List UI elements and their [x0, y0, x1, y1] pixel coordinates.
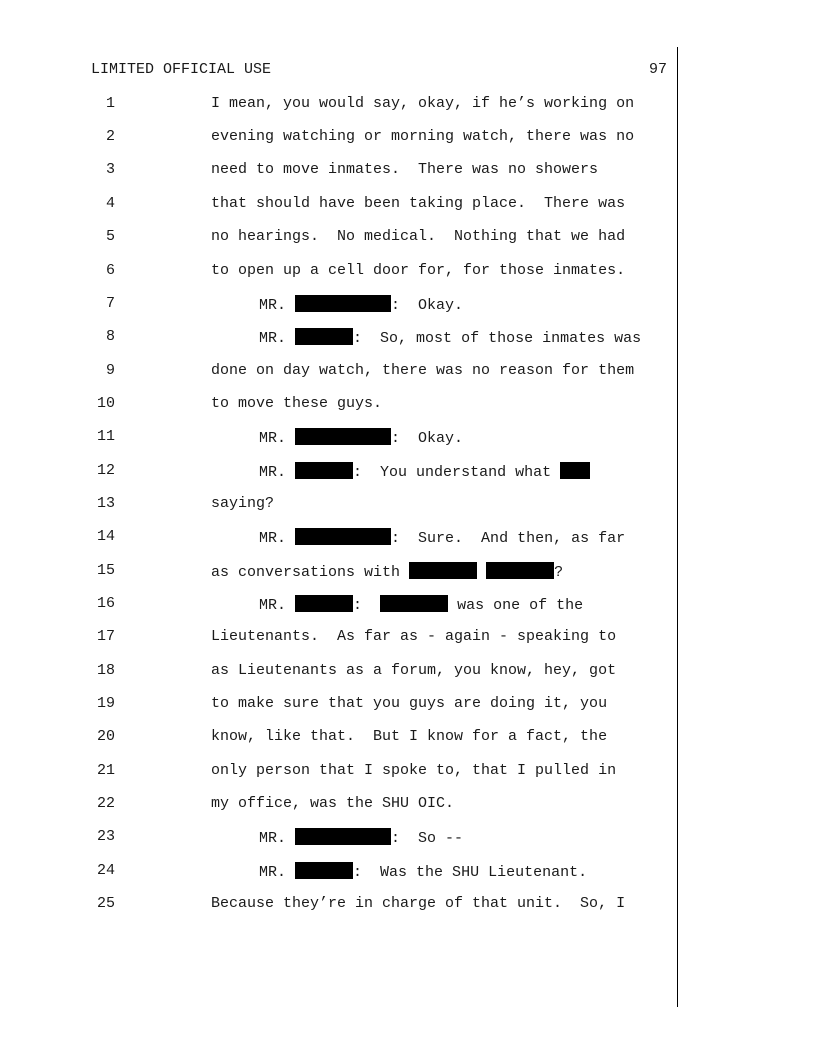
speaker-title: MR.	[259, 530, 287, 547]
speaker-title: MR.	[259, 864, 287, 881]
transcript-line	[0, 462, 676, 482]
transcript-line	[0, 662, 676, 682]
line-text: Sure. And then, as far	[400, 530, 626, 547]
line-number: 8	[105, 328, 115, 345]
line-number: 22	[96, 795, 115, 812]
line-number: 21	[96, 762, 115, 779]
line-text: as Lieutenants as a forum, you know, hey, got	[211, 662, 617, 679]
speaker-line	[259, 328, 641, 347]
speaker-colon: :	[353, 330, 363, 347]
line-number: 9	[105, 362, 115, 379]
transcript-line	[0, 128, 676, 148]
speaker-line	[259, 528, 625, 547]
speaker-title: MR.	[259, 464, 287, 481]
line-text: So, most of those inmates was	[362, 330, 642, 347]
right-margin-rule	[677, 47, 678, 1007]
line-text: as conversations with	[211, 564, 401, 581]
line-text: Was the SHU Lieutenant.	[362, 864, 588, 881]
line-number: 6	[105, 262, 115, 279]
speaker-colon: :	[353, 464, 363, 481]
line-number: 12	[96, 462, 115, 479]
transcript-line	[0, 695, 676, 715]
transcript-line	[0, 895, 676, 915]
line-number: 18	[96, 662, 115, 679]
redaction-block	[295, 462, 353, 479]
line-number: 25	[96, 895, 115, 912]
line-text: evening watching or morning watch, there was no	[211, 128, 635, 145]
transcript-line	[0, 795, 676, 815]
speaker-colon: :	[353, 597, 363, 614]
redaction-block	[486, 562, 554, 579]
speaker-line	[259, 828, 463, 847]
transcript-line	[0, 495, 676, 515]
transcript-line	[0, 862, 676, 882]
line-end-punct: ?	[554, 564, 564, 581]
line-text: You understand what	[362, 464, 552, 481]
redaction-block	[295, 428, 391, 445]
line-text: know, like that. But I know for a fact, the	[211, 728, 608, 745]
line-number: 19	[96, 695, 115, 712]
redaction-block	[295, 595, 353, 612]
line-text: Okay.	[400, 430, 464, 447]
transcript-line	[0, 228, 676, 248]
line-text: to move these guys.	[211, 395, 383, 412]
speaker-colon: :	[353, 864, 363, 881]
classification-header: LIMITED OFFICIAL USE	[91, 61, 272, 78]
line-number: 4	[105, 195, 115, 212]
transcript-line	[0, 95, 676, 115]
line-number: 2	[105, 128, 115, 145]
line-number: 15	[96, 562, 115, 579]
transcript-line	[0, 295, 676, 315]
speaker-title: MR.	[259, 430, 287, 447]
line-text: to open up a cell door for, for those inmates.	[211, 262, 626, 279]
transcript-line	[0, 828, 676, 848]
transcript-line	[0, 762, 676, 782]
speaker-colon: :	[391, 830, 401, 847]
speaker-line	[259, 462, 590, 481]
redaction-block	[380, 595, 448, 612]
line-text: only person that I spoke to, that I pulled in	[211, 762, 617, 779]
line-number: 5	[105, 228, 115, 245]
redaction-block	[295, 295, 391, 312]
line-text: done on day watch, there was no reason for them	[211, 362, 635, 379]
line-text: So --	[400, 830, 464, 847]
speaker-line	[259, 862, 587, 881]
line-number: 1	[105, 95, 115, 112]
transcript-line	[0, 595, 676, 615]
line-number: 20	[96, 728, 115, 745]
line-number: 11	[96, 428, 115, 445]
speaker-line	[259, 428, 463, 447]
line-text-group	[211, 562, 563, 581]
transcript-line	[0, 161, 676, 181]
line-number: 24	[96, 862, 115, 879]
line-text: I mean, you would say, okay, if he’s working on	[211, 95, 635, 112]
line-number: 7	[105, 295, 115, 312]
line-text: was one of the	[457, 597, 584, 614]
transcript-line	[0, 628, 676, 648]
redaction-block	[409, 562, 477, 579]
line-number: 17	[96, 628, 115, 645]
transcript-line	[0, 562, 676, 582]
line-text: Because they’re in charge of that unit. So, I	[211, 895, 626, 912]
speaker-title: MR.	[259, 597, 287, 614]
speaker-title: MR.	[259, 297, 287, 314]
page-number: 97	[649, 61, 668, 78]
line-number: 14	[96, 528, 115, 545]
redaction-block	[295, 528, 391, 545]
speaker-line	[259, 595, 583, 614]
transcript-line	[0, 428, 676, 448]
transcript-line	[0, 262, 676, 282]
redaction-block	[295, 862, 353, 879]
transcript-line	[0, 362, 676, 382]
line-text: saying?	[211, 495, 275, 512]
speaker-colon: :	[391, 297, 401, 314]
line-text: to make sure that you guys are doing it, you	[211, 695, 608, 712]
line-text: no hearings. No medical. Nothing that we had	[211, 228, 626, 245]
speaker-line	[259, 295, 463, 314]
transcript-line	[0, 728, 676, 748]
transcript-line	[0, 528, 676, 548]
line-text: Okay.	[400, 297, 464, 314]
line-number: 10	[96, 395, 115, 412]
line-text: need to move inmates. There was no showers	[211, 161, 599, 178]
transcript-line	[0, 395, 676, 415]
speaker-colon: :	[391, 430, 401, 447]
redaction-block	[295, 328, 353, 345]
transcript-line	[0, 328, 676, 348]
redaction-block	[560, 462, 590, 479]
redaction-block	[295, 828, 391, 845]
line-text: that should have been taking place. There was	[211, 195, 626, 212]
line-number: 13	[96, 495, 115, 512]
speaker-title: MR.	[259, 330, 287, 347]
speaker-title: MR.	[259, 830, 287, 847]
line-text: Lieutenants. As far as - again - speaking to	[211, 628, 617, 645]
transcript-line	[0, 195, 676, 215]
line-number: 16	[96, 595, 115, 612]
line-number: 3	[105, 161, 115, 178]
speaker-colon: :	[391, 530, 401, 547]
line-number: 23	[96, 828, 115, 845]
line-text: my office, was the SHU OIC.	[211, 795, 455, 812]
